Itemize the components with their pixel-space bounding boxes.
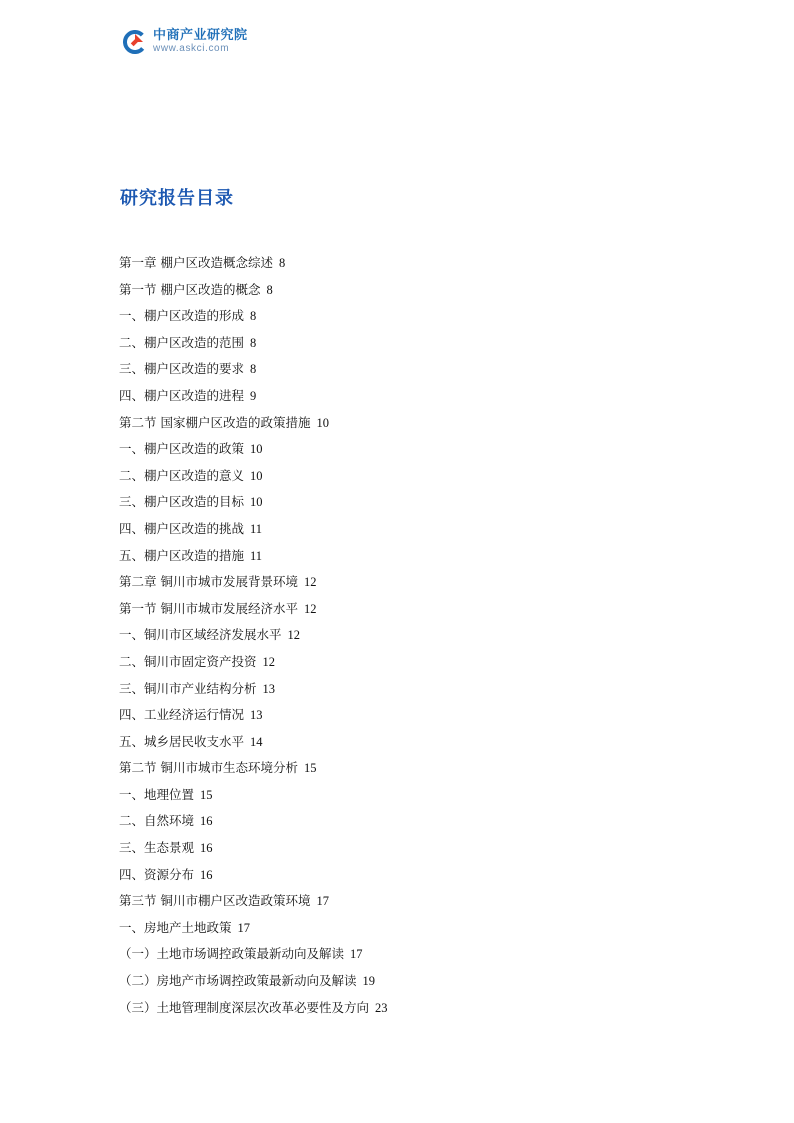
toc-entry-page-number: 9 bbox=[250, 388, 257, 403]
toc-entry[interactable] bbox=[119, 782, 388, 809]
toc-entry[interactable] bbox=[119, 755, 388, 782]
toc-entry-title: 三、棚户区改造的目标 bbox=[119, 494, 245, 510]
toc-entry-title: （三）土地管理制度深层次改革必要性及方向 bbox=[119, 999, 370, 1015]
toc-entry-title: 二、棚户区改造的意义 bbox=[119, 467, 245, 483]
toc-entry-page-number: 12 bbox=[303, 601, 317, 616]
toc-entry-title: 第一节 棚户区改造的概念 bbox=[119, 281, 261, 297]
toc-entry-page-number: 23 bbox=[375, 1000, 388, 1015]
toc-entry-page-number: 8 bbox=[250, 335, 257, 350]
toc-entry-title: 一、房地产土地政策 bbox=[119, 919, 232, 935]
toc-entry-title: 三、棚户区改造的要求 bbox=[119, 361, 245, 377]
toc-entry[interactable] bbox=[119, 463, 388, 490]
toc-entry-title: 第二节 国家棚户区改造的政策措施 bbox=[119, 414, 311, 430]
toc-entry[interactable] bbox=[119, 835, 388, 862]
toc-entry[interactable] bbox=[119, 729, 388, 756]
toc-entry-page-number: 16 bbox=[200, 841, 213, 856]
toc-entry-page-number: 12 bbox=[262, 654, 276, 669]
toc-entry-title: 第一章 棚户区改造概念综述 bbox=[119, 255, 273, 270]
toc-entry-title: 三、生态景观 bbox=[119, 840, 195, 856]
toc-entry-title: 二、棚户区改造的范围 bbox=[119, 334, 245, 350]
toc-entry[interactable] bbox=[119, 330, 388, 357]
toc-entry-page-number: 17 bbox=[237, 920, 251, 935]
toc-entry-title: 四、棚户区改造的进程 bbox=[119, 387, 245, 403]
toc-entry[interactable] bbox=[119, 410, 388, 437]
toc-entry-page-number: 17 bbox=[316, 894, 329, 909]
toc-entry-page-number: 10 bbox=[250, 495, 263, 510]
toc-entry[interactable] bbox=[119, 356, 388, 383]
toc-entry-title: 第二节 铜川市城市生态环境分析 bbox=[119, 760, 298, 776]
toc-entry-page-number: 12 bbox=[287, 628, 301, 643]
toc-entry[interactable] bbox=[119, 250, 388, 277]
toc-entry-title: 二、自然环境 bbox=[119, 813, 195, 829]
toc-entry-title: 一、铜川市区域经济发展水平 bbox=[119, 627, 282, 643]
toc-entry-page-number: 14 bbox=[250, 734, 263, 749]
toc-entry[interactable] bbox=[119, 303, 388, 330]
toc-entry[interactable] bbox=[119, 622, 388, 649]
toc-entry-title: 一、棚户区改造的形成 bbox=[119, 308, 245, 324]
brand-url: www.askci.com bbox=[153, 43, 230, 54]
toc-entry-title: 四、棚户区改造的挑战 bbox=[119, 520, 245, 536]
toc-entry[interactable] bbox=[119, 702, 388, 729]
toc-entry-title: 三、铜川市产业结构分析 bbox=[119, 680, 257, 696]
toc-entry[interactable] bbox=[119, 676, 388, 703]
toc-entry-page-number: 10 bbox=[250, 468, 263, 483]
toc-entry-page-number: 8 bbox=[278, 256, 286, 270]
brand-name: 中商产业研究院 bbox=[153, 28, 248, 43]
document-title: 研究报告目录 bbox=[120, 188, 234, 209]
toc-entry-page-number: 13 bbox=[250, 708, 263, 723]
toc-entry-title: 第一节 铜川市城市发展经济水平 bbox=[119, 600, 298, 616]
toc-entry-title: 第三节 铜川市棚户区改造政策环境 bbox=[119, 893, 311, 909]
toc-entry[interactable] bbox=[119, 968, 388, 995]
toc-entry-page-number: 10 bbox=[250, 442, 263, 457]
toc-entry[interactable] bbox=[119, 808, 388, 835]
toc-entry-page-number: 16 bbox=[200, 814, 213, 829]
toc-entry-page-number: 10 bbox=[316, 415, 329, 430]
toc-entry-title: 四、工业经济运行情况 bbox=[119, 707, 245, 723]
toc-entry[interactable] bbox=[119, 516, 388, 543]
toc-entry[interactable] bbox=[119, 489, 388, 516]
toc-entry-title: （一）土地市场调控政策最新动向及解读 bbox=[119, 946, 345, 962]
toc-entry[interactable] bbox=[119, 277, 388, 304]
toc-entry-title: 一、地理位置 bbox=[119, 786, 195, 802]
toc-entry-page-number: 16 bbox=[200, 867, 213, 882]
toc-entry-title: 四、资源分布 bbox=[119, 866, 195, 882]
toc-entry-page-number: 11 bbox=[250, 521, 263, 536]
toc-entry[interactable] bbox=[119, 596, 388, 623]
toc-entry-title: 五、城乡居民收支水平 bbox=[119, 733, 245, 749]
toc-entry[interactable] bbox=[119, 915, 388, 942]
toc-entry-title: 一、棚户区改造的政策 bbox=[119, 441, 245, 457]
toc-entry-title: 二、铜川市固定资产投资 bbox=[119, 653, 257, 669]
toc-entry[interactable] bbox=[119, 436, 388, 463]
toc-entry-title: 第二章 铜川市城市发展背景环境 bbox=[119, 574, 298, 590]
toc-entry-page-number: 15 bbox=[303, 761, 317, 776]
askci-logo-icon bbox=[123, 30, 147, 54]
table-of-contents bbox=[119, 250, 388, 1021]
toc-entry-page-number: 13 bbox=[262, 681, 276, 696]
toc-entry[interactable] bbox=[119, 569, 388, 596]
toc-entry[interactable] bbox=[119, 995, 388, 1022]
toc-entry-page-number: 12 bbox=[303, 575, 317, 590]
toc-entry[interactable] bbox=[119, 649, 388, 676]
toc-entry[interactable] bbox=[119, 862, 388, 889]
toc-entry-page-number: 19 bbox=[362, 974, 376, 989]
toc-entry-page-number: 8 bbox=[250, 309, 257, 324]
toc-entry-page-number: 8 bbox=[266, 282, 273, 297]
toc-entry-page-number: 8 bbox=[250, 362, 257, 377]
toc-entry-page-number: 11 bbox=[250, 548, 263, 563]
toc-entry[interactable] bbox=[119, 383, 388, 410]
toc-entry[interactable] bbox=[119, 543, 388, 570]
toc-entry[interactable] bbox=[119, 888, 388, 915]
toc-entry-title: 五、棚户区改造的措施 bbox=[119, 547, 245, 563]
toc-entry-page-number: 17 bbox=[350, 947, 363, 962]
toc-entry-page-number: 15 bbox=[200, 787, 213, 802]
toc-entry[interactable] bbox=[119, 941, 388, 968]
toc-entry-title: （二）房地产市场调控政策最新动向及解读 bbox=[119, 973, 357, 989]
brand-text bbox=[153, 28, 248, 55]
